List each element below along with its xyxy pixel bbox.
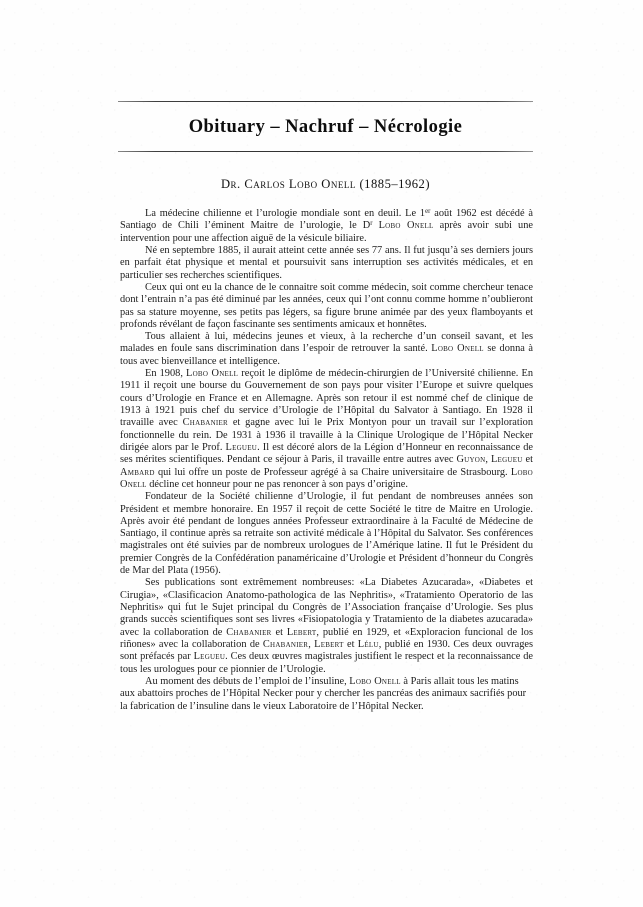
paragraph: Ceux qui ont eu la chance de le connaitre soit comme médecin, soit comme chercheur tenace dont l’entrain n’a pas été diminué par les années, ceux qui l’ont connu comme homme n’oublieront pas sa stature moyenne, ses petits pas légers, sa figure brune animée par des yeux flamboyants et profonds révélant de façon fascinante ses sentiments amicaux et honnêtes. bbox=[120, 281, 533, 330]
paragraph: Ses publications sont extrêmement nombreuses: «La Diabetes Azucarada», «Diabetes et Cirugia», «Clasificacion Anatomo-pathologica de las Nephritis», «Tratamiento Operatorio de las Nephritis» qui fut le Sujet principal du Congrès de l’Association française d’Urologie. Ses plus grands succès scientifiques sont ses livres «Fisiopatologia y Tratamiento de la diabetes azucarada» avec la collaboration de Chabanier et Lebert, publié en 1929, et «Exploracion funcional de los riñones» avec la collaboration de Chabanier, Lebert et Lélu, publié en 1930. Ces deux ouvrages sont préfacés par Legueu. Ces deux œuvres magistrales justifient le respect et la reconnaissance de tous les urologues pour ce pionnier de l’Urologie. bbox=[120, 577, 534, 675]
paragraph: Né en septembre 1885, il aurait atteint cette année ses 77 ans. Il fut jusqu’à ses derniers jours en parfait état physique et mental et poursuivit sans interruption ses activités médicales, et en particulier ses recherches scientifiques. bbox=[120, 244, 533, 281]
header-rule-top bbox=[118, 101, 533, 102]
paragraph: En 1908, Lobo Onell reçoit le diplôme de médecin-chirurgien de l’Université chilienne. En 1911 il reçoit une bourse du Gouvernement de son pays pour visiter l’Europe et suivre quelques cours d’Urologie en France et en Allemagne. Après son retour il est nommé chef de clinique de 1913 à 1921 puis chef du service d’Urologie de l’Hôpital du Salvator à Santiago. En 1928 il travaille avec Chabanier et gagne avec lui le Prix Montyon pour un travail sur l’exploration fonctionnelle du rein. De 1931 à 1936 il travaille à la Clinique Urologique de l’Hôpital Necker dirigée alors par le Prof. Legueu. Il est décoré alors de la Légion d’Honneur en reconnaissance de ses mérites scientifiques. Pendant ce séjour à Paris, il travaille entre autres avec Guyon, Legueu et Ambard qui lui offre un poste de Professeur agrégé à sa Chaire universitaire de Strasbourg. Lobo Onell décline cet honneur pour ne pas renoncer à son pays d’origine. bbox=[120, 368, 534, 490]
paragraph: La médecine chilienne et l’urologie mondiale sont en deuil. Le 1er août 1962 est décédé à Santiago de Chili l’éminent Maitre de l’urologie, le $D^r$ Lobo Onell après avoir subi une intervention pour une affection aiguë de la vésicule biliaire. bbox=[120, 208, 533, 244]
page-header bbox=[118, 101, 533, 152]
paragraph: Tous allaient à lui, médecins jeunes et vieux, à la recherche d’un conseil savant, et les malades en foule sans discrimination dans l’espoir de retrouver la santé. Lobo Onell se donna à tous avec bienveillance et intelligence. bbox=[120, 331, 533, 367]
header-rule-bottom bbox=[118, 151, 533, 152]
paragraph: Fondateur de la Société chilienne d’Urologie, il fut pendant de nombreuses années son Président et membre honoraire. En 1957 il reçoit de cette Société le titre de Maitre en Urologie. Après avoir été pendant de longues années Professeur extraordinaire à la Faculté de Médecine de Santiago, il continue après sa retraite son activité médicale à l’Hôpital du Salvator. Ses conférences magistrales ont été suivies par de nombreux urologues de l’Amérique latine. Il fut le Président du premier Congrès de la Confédération panaméricaine d’Urologie et Président d’honneur du Congrès de Mar del Plata (1956). bbox=[120, 491, 533, 577]
paragraph: Au moment des débuts de l’emploi de l’insuline, Lobo Onell à Paris allait tous les matins aux abattoirs proches de l’Hôpital Necker pour y chercher les pancréas des animaux sacrifiés pour la fabrication de l’insuline dans le vieux Laboratoire de l’Hôpital Necker. bbox=[120, 675, 527, 712]
article-body bbox=[120, 208, 533, 713]
section-title: Obituary – Nachruf – Nécrologie bbox=[188, 117, 463, 137]
article-title: Dr. Carlos Lobo Onell (1885–1962) bbox=[220, 177, 431, 191]
